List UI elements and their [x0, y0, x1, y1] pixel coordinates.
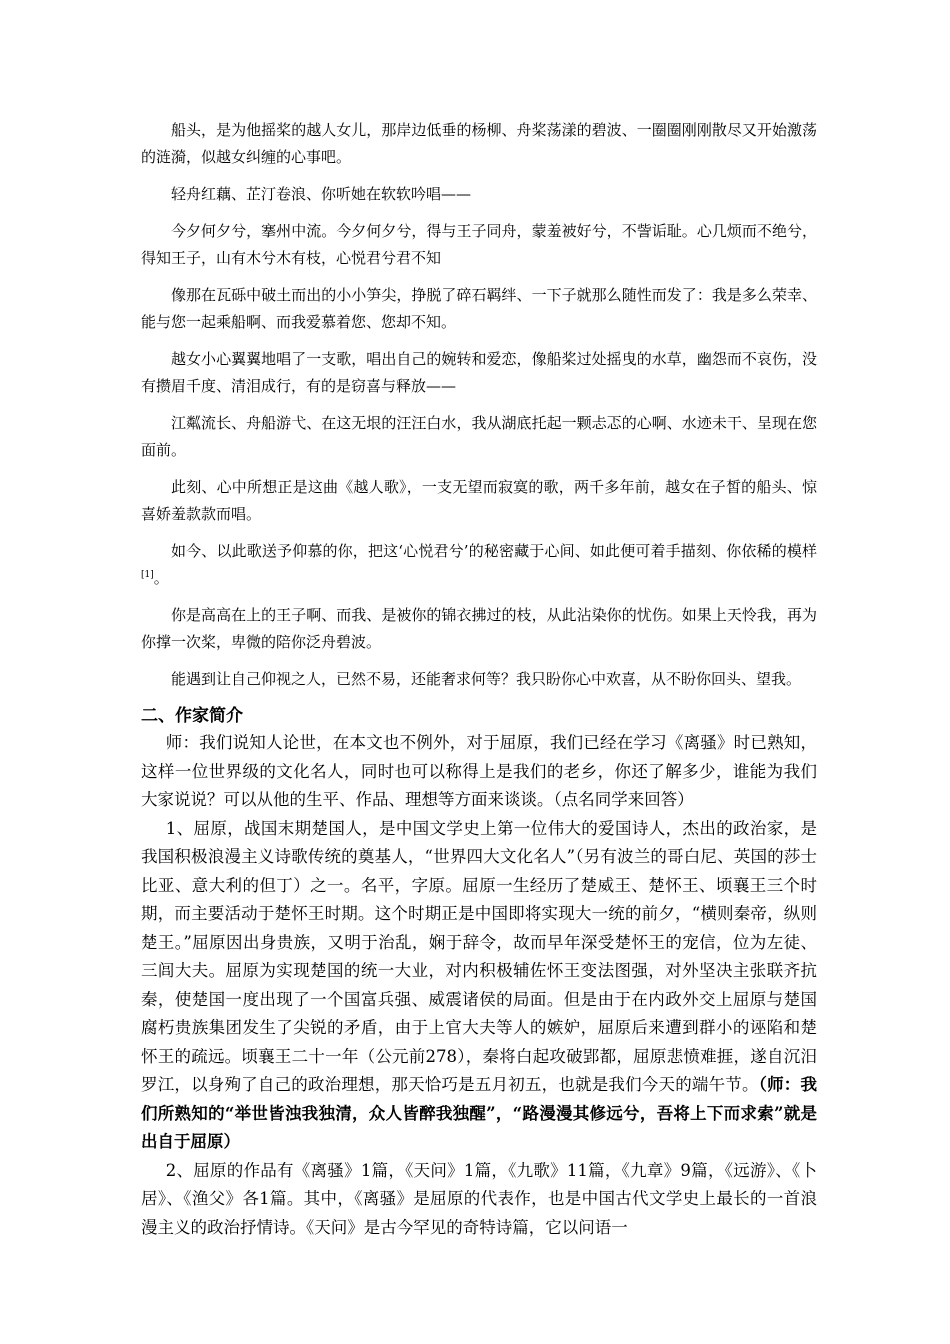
- document-body: [141, 117, 817, 1242]
- poem-paragraph: 今夕何夕兮，搴州中流。今夕何夕兮，得与王子同舟，蒙羞被好兮，不訾诟耻。心几烦而不绝兮，得知王子，山有木兮木有枝，心悦君兮君不知: [141, 222, 817, 267]
- poem-paragraph: 船头，是为他摇桨的越人女儿，那岸边低垂的杨柳、舟桨荡漾的碧波、一圈圈刚刚散尽又开始激荡的涟漪，似越女纠缠的心事吧。: [141, 121, 817, 166]
- poem-paragraph: 越女小心翼翼地唱了一支歌，唱出自己的婉转和爱恋，像船桨过处摇曳的水草，幽怨而不哀伤，没有攒眉千度、清泪成行，有的是窃喜与释放——: [141, 350, 817, 395]
- teacher-note-bold: （师：我们所熟知的“举世皆浊我独清，众人皆醉我独醒”，“路漫漫其修远兮，吾将上下而求索”就是出自于屈原）: [141, 1075, 818, 1151]
- biography-paragraph: [141, 815, 817, 1157]
- poem-paragraph: 能遇到让自己仰视之人，已然不易，还能奢求何等？我只盼你心中欢喜，从不盼你回头、望我。: [171, 670, 802, 688]
- footnoted-paragraph: [141, 538, 817, 592]
- poem-paragraph: 像那在瓦砾中破土而出的小小笋尖，挣脱了碎石羁绊、一下子就那么随性而发了：我是多么荣幸、能与您一起乘船啊、而我爱慕着您、您却不知。: [141, 286, 817, 331]
- poem-paragraph: 江粼流长、舟船游弋、在这无垠的汪汪白水，我从湖底托起一颗忐忑的心啊、水迹未干、呈现在您面前。: [141, 414, 817, 459]
- footnote-marker[interactable]: [1]: [141, 570, 154, 580]
- footnoted-text: 如今、以此歌送予仰慕的你，把这‘心悦君兮’的秘密藏于心间、如此便可着手描刻、你依稀的模样: [171, 542, 817, 560]
- section-heading: 二、作家简介: [141, 706, 243, 726]
- teacher-paragraph: 师：我们说知人论世，在本文也不例外，对于屈原，我们已经在学习《离骚》时已熟知，这样一位世界级的文化名人，同时也可以称得上是我们的老乡，你还了解多少，谁能为我们大家说说？可以从他的生平、作品、理想等方面来谈谈。（点名同学来回答）: [141, 733, 817, 809]
- poem-paragraph: 轻舟红藕、芷汀卷浪、你听她在软软吟唱——: [171, 185, 472, 203]
- footnoted-tail: 。: [153, 569, 169, 587]
- poem-paragraph: 你是高高在上的王子啊、而我、是被你的锦衣拂过的枝，从此沾染你的忧伤。如果上天怜我，再为你撑一次桨，卑微的陪你泛舟碧波。: [141, 606, 817, 651]
- biography-text: 1、屈原，战国末期楚国人，是中国文学史上第一位伟大的爱国诗人，杰出的政治家，是我国积极浪漫主义诗歌传统的奠基人，“世界四大文化名人”（另有波兰的哥白尼、英国的莎士比亚、意大利的但丁）之一。名平，字原。屈原一生经历了楚威王、楚怀王、顷襄王三个时期，而主要活动于楚怀王时期。这个时期正是中国即将实现大一统的前夕，“横则秦帝，纵则楚王。”屈原因出身贵族，又明于治乱，娴于辞令，故而早年深受楚怀王的宠信，位为左徒、三闾大夫。屈原为实现楚国的统一大业，对内积极辅佐怀王变法图强，对外坚决主张联齐抗秦，使楚国一度出现了一个国富兵强、威震诸侯的局面。但是由于在内政外交上屈原与楚国腐朽贵族集团发生了尖锐的矛盾，由于上官大夫等人的嫉妒，屈原后来遭到群小的诬陷和楚怀王的疏远。顷襄王二十一年（公元前278），秦将白起攻破郢都，屈原悲愤难捱，遂自沉汨罗江，以身殉了自己的政治理想，那天恰巧是五月初五，也就是我们今天的端午节。: [141, 818, 817, 1094]
- poem-paragraph: 此刻、心中所想正是这曲《越人歌》，一支无望而寂寞的歌，两千多年前，越女在子皙的船头、惊喜娇羞款款而唱。: [141, 478, 817, 523]
- works-paragraph: 2、屈原的作品有《离骚》1篇，《天问》1篇，《九歌》11篇，《九章》9篇，《远游》、《卜居》、《渔父》各1篇。其中，《离骚》是屈原的代表作，也是中国古代文学史上最长的一首浪漫主义的政治抒情诗。《天问》是古今罕见的奇特诗篇，它以问语一: [141, 1160, 817, 1237]
